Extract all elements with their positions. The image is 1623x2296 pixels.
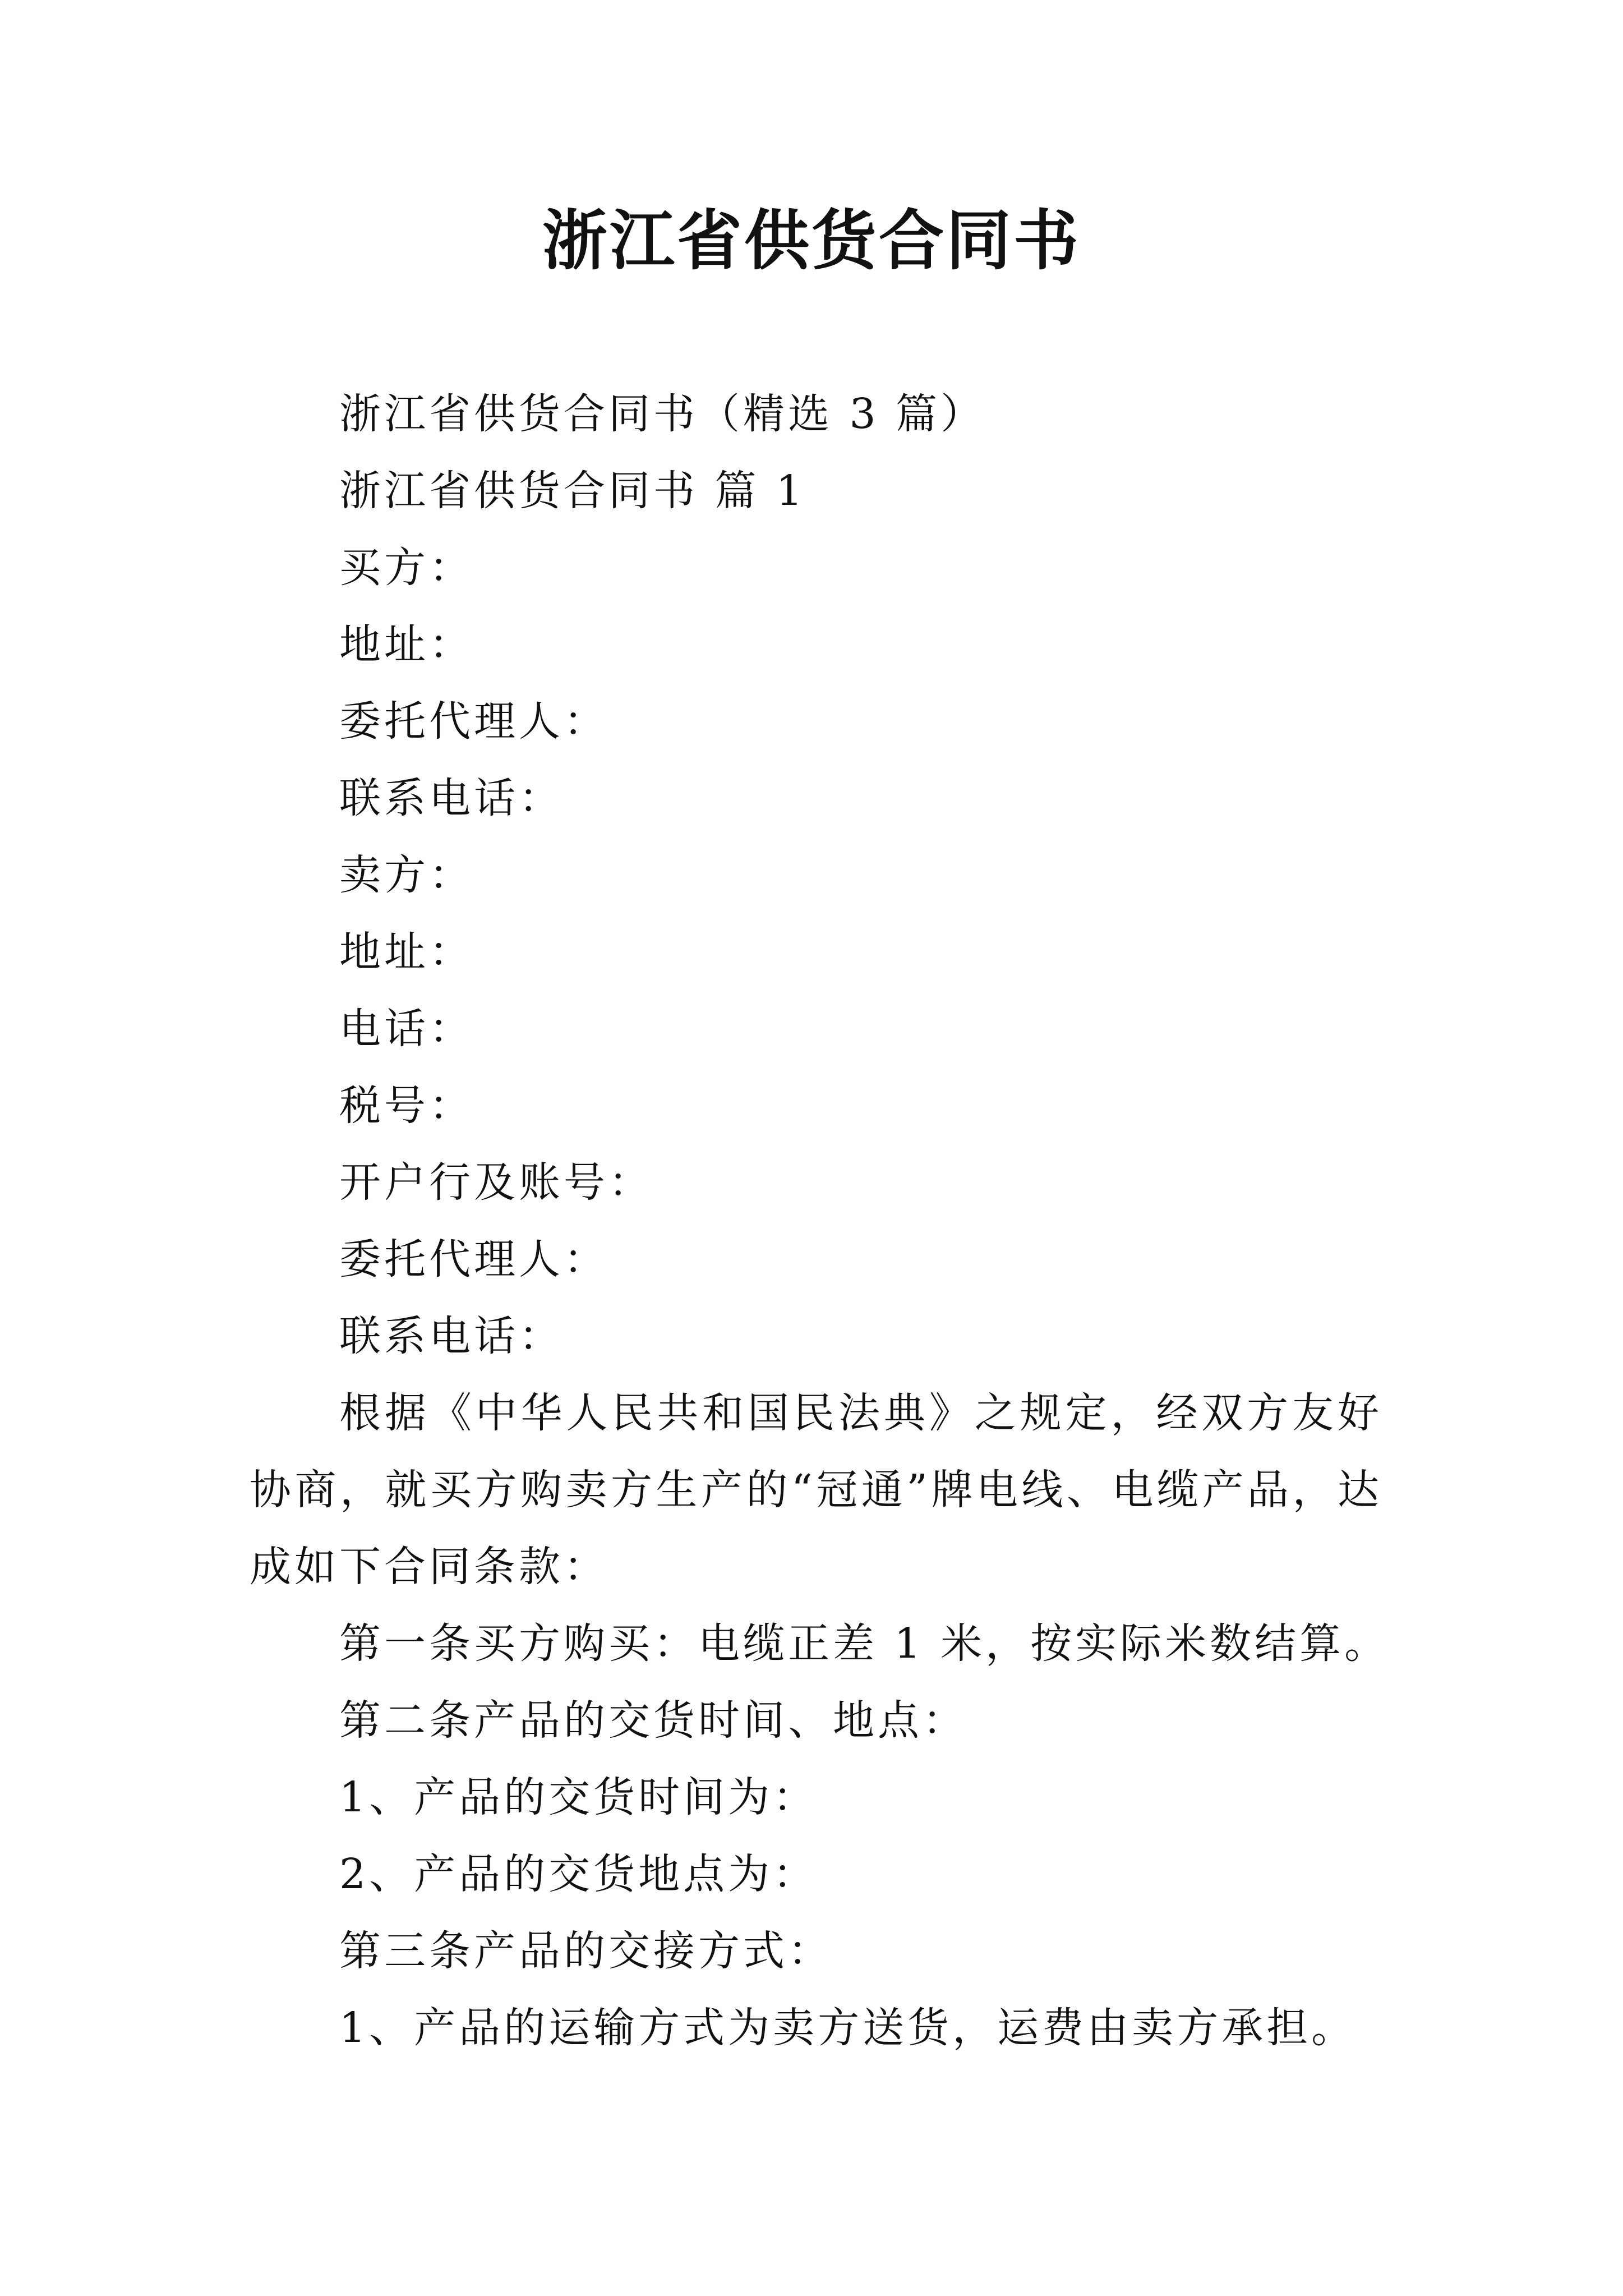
buyer-agent-label: 委托代理人： (339, 697, 608, 746)
buyer-address-label: 地址： (339, 620, 474, 669)
seller-tax-id-label: 税号： (339, 1082, 474, 1130)
document-title: 浙江省供货合同书 (542, 203, 1081, 279)
clause-3: 第三条产品的交接方式： (339, 1927, 833, 1975)
buyer-phone-label: 联系电话： (339, 774, 564, 822)
buyer-label: 买方： (339, 544, 474, 592)
contract-preamble: 根据《中华人民共和国民法典》之规定，经双方友好协商，就买方购卖方生产的“冠通”牌电线、电缆产品，达成如下合同条款： (250, 1389, 1382, 1591)
clause-2-item-2: 2、产品的交货地点为： (339, 1850, 818, 1898)
section-heading: 浙江省供货合同书 篇 1 (339, 467, 806, 515)
clause-2: 第二条产品的交货时间、地点： (339, 1696, 967, 1745)
seller-contact-label: 联系电话： (339, 1312, 564, 1360)
seller-bank-label: 开户行及账号： (339, 1158, 653, 1207)
clause-2-item-1: 1、产品的交货时间为： (339, 1773, 818, 1821)
seller-agent-label: 委托代理人： (339, 1235, 608, 1283)
document-body (250, 376, 1390, 2067)
seller-label: 卖方： (339, 851, 474, 899)
seller-phone-label: 电话： (339, 1005, 474, 1053)
clause-1: 第一条买方购买：电缆正差 1 米，按实际米数结算。 (339, 1619, 1390, 1668)
seller-address-label: 地址： (339, 928, 474, 976)
clause-3-item-1: 1、产品的运输方式为卖方送货，运费由卖方承担。 (339, 2004, 1357, 2052)
document-subtitle: 浙江省供货合同书（精选 3 篇） (339, 390, 986, 438)
